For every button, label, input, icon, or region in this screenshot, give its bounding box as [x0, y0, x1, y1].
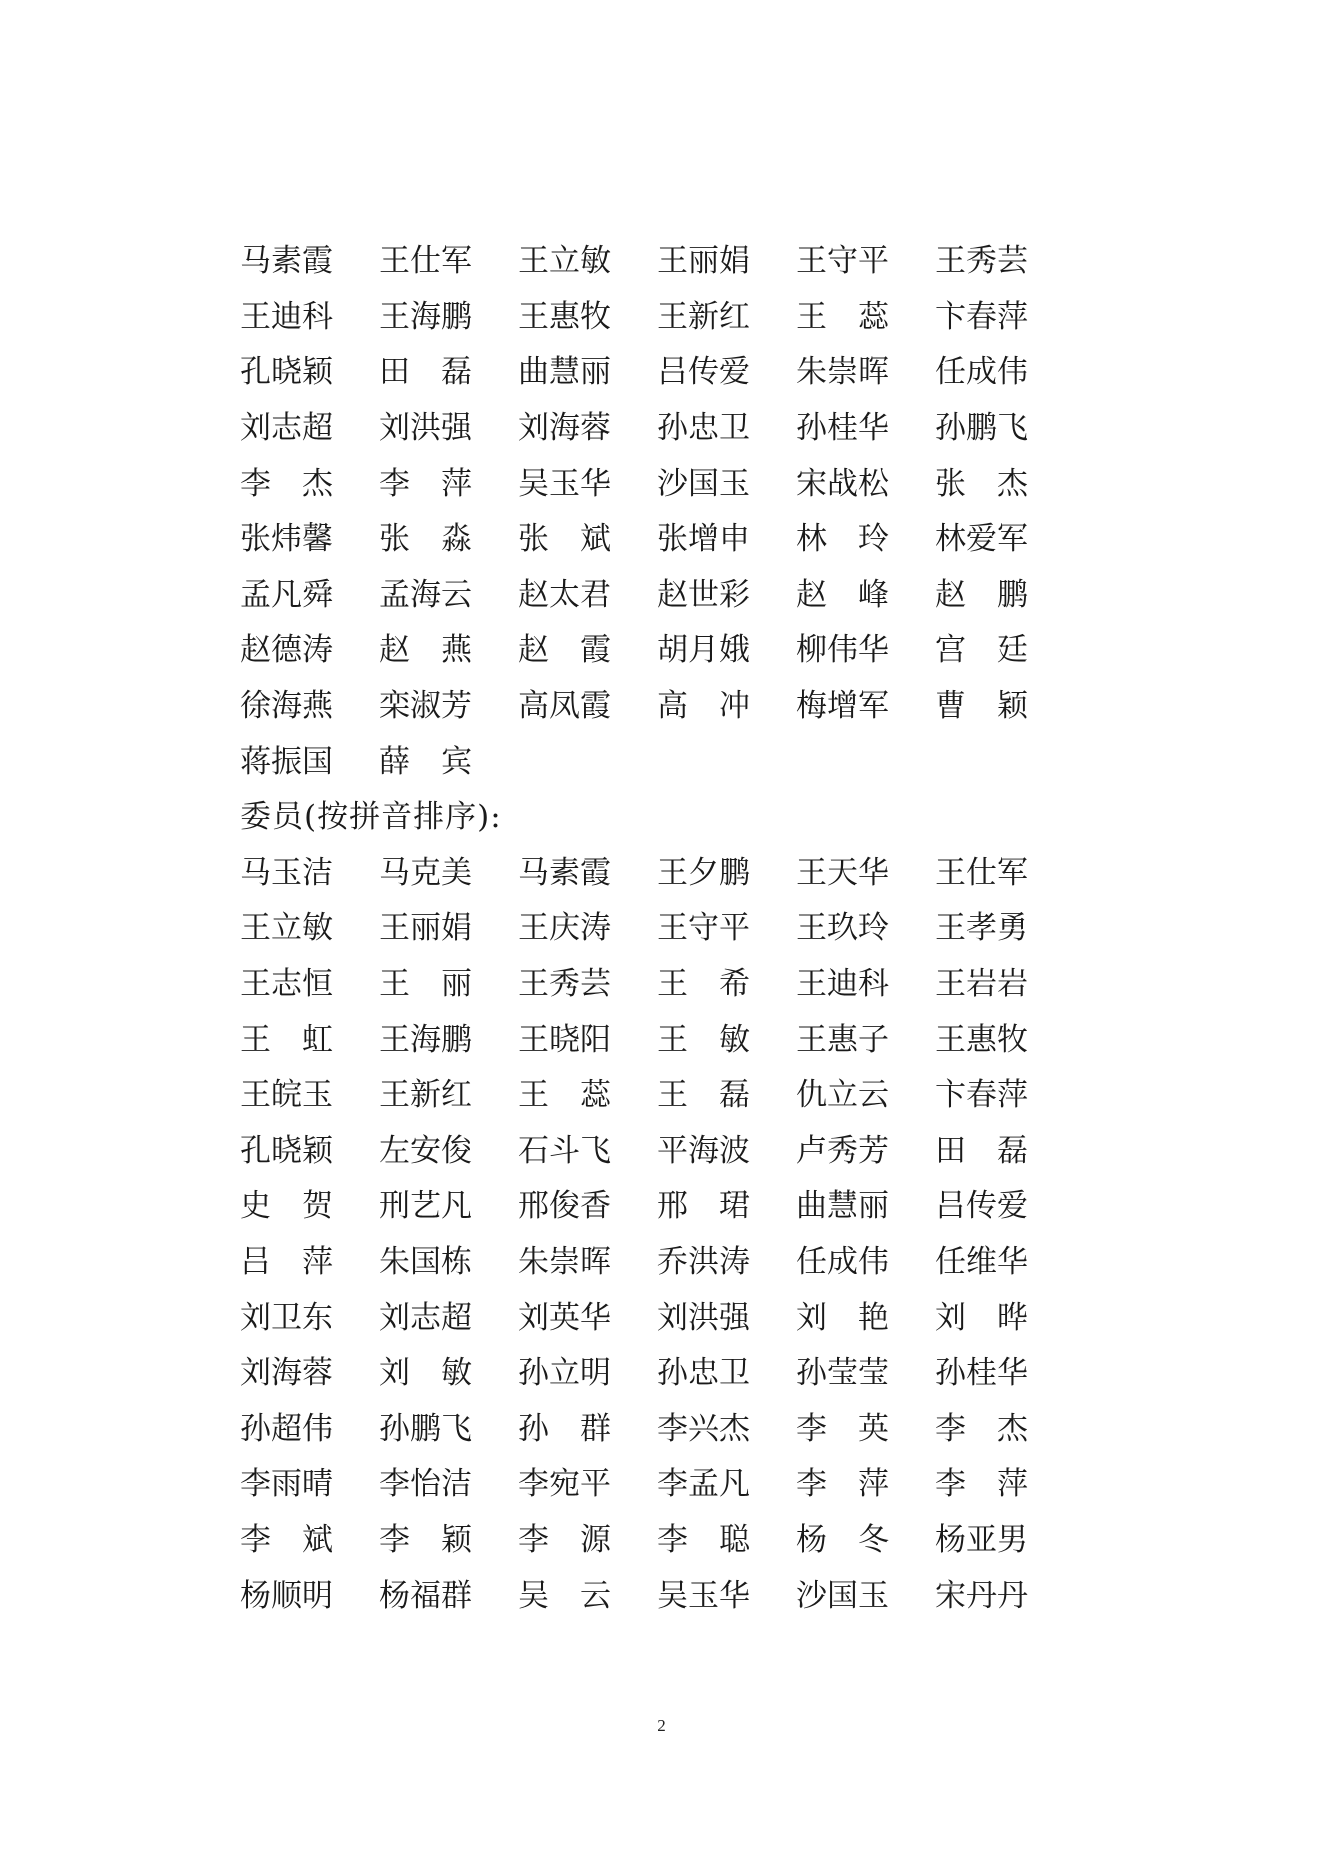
- person-name: 孙桂华: [796, 410, 889, 447]
- person-name: 刘英华: [518, 1299, 611, 1336]
- person-name: 刑艺凡: [379, 1188, 472, 1225]
- person-name: 王惠子: [796, 1021, 889, 1058]
- person-name: 杨 冬: [796, 1521, 889, 1558]
- person-name: 杨福群: [379, 1577, 472, 1614]
- person-name: 孙 群: [518, 1410, 611, 1447]
- person-name: 王 丽: [379, 966, 472, 1003]
- person-name: 高凤霞: [518, 688, 611, 725]
- person-name: 马素霞: [518, 854, 611, 891]
- person-name: 孙桂华: [935, 1355, 1028, 1392]
- person-name: 王玖玲: [796, 910, 889, 947]
- name-row: [240, 1397, 1080, 1453]
- person-name: 张 斌: [518, 521, 611, 558]
- person-name: 宋战松: [796, 465, 889, 502]
- person-name: 梅增军: [796, 688, 889, 725]
- name-row: [240, 1120, 1080, 1176]
- person-name: 王惠牧: [935, 1021, 1028, 1058]
- name-row: [240, 619, 1080, 675]
- person-name: 杨顺明: [240, 1577, 333, 1614]
- person-name: 吴玉华: [518, 465, 611, 502]
- person-name: 王仕军: [935, 854, 1028, 891]
- person-name: 平海波: [657, 1132, 750, 1169]
- name-row: [240, 508, 1080, 564]
- person-name: 任成伟: [796, 1243, 889, 1280]
- person-name: 王守平: [657, 910, 750, 947]
- person-name: 赵 鹏: [935, 576, 1028, 613]
- person-name: 李宛平: [518, 1466, 611, 1503]
- person-name: 吕传爱: [657, 354, 750, 391]
- person-name: 刘志超: [240, 410, 333, 447]
- person-name: 刘卫东: [240, 1299, 333, 1336]
- person-name: 李孟凡: [657, 1466, 750, 1503]
- person-name: 李兴杰: [657, 1410, 750, 1447]
- person-name: 王立敏: [518, 243, 611, 280]
- person-name: 乔洪涛: [657, 1243, 750, 1280]
- person-name: 李 杰: [240, 465, 333, 502]
- person-name: 李 杰: [935, 1410, 1028, 1447]
- person-name: 孙忠卫: [657, 410, 750, 447]
- person-name: 田 磊: [935, 1132, 1028, 1169]
- person-name: 赵太君: [518, 576, 611, 613]
- person-name: 孟海云: [379, 576, 472, 613]
- person-name: 马克美: [379, 854, 472, 891]
- person-name: 李怡洁: [379, 1466, 472, 1503]
- committee-heading: 委员(按拼音排序):: [240, 799, 502, 836]
- person-name: 李 萍: [935, 1466, 1028, 1503]
- person-name: 栾淑芳: [379, 688, 472, 725]
- person-name: 仇立云: [796, 1077, 889, 1114]
- person-name: 曲慧丽: [796, 1188, 889, 1225]
- person-name: 邢俊香: [518, 1188, 611, 1225]
- person-name: 王 磊: [657, 1077, 750, 1114]
- person-name: 李 源: [518, 1521, 611, 1558]
- name-row: [240, 1231, 1080, 1287]
- person-name: 任维华: [935, 1243, 1028, 1280]
- person-name: 李 聪: [657, 1521, 750, 1558]
- name-row: [240, 397, 1080, 453]
- person-name: 王天华: [796, 854, 889, 891]
- person-name: 王海鹏: [379, 298, 472, 335]
- name-row: [240, 1175, 1080, 1231]
- person-name: 李雨晴: [240, 1466, 333, 1503]
- person-name: 王孝勇: [935, 910, 1028, 947]
- person-name: 李 颖: [379, 1521, 472, 1558]
- person-name: 邢 珺: [657, 1188, 750, 1225]
- person-name: 王立敏: [240, 910, 333, 947]
- person-name: 孟凡舜: [240, 576, 333, 613]
- person-name: 王新红: [657, 298, 750, 335]
- person-name: 史 贺: [240, 1188, 333, 1225]
- person-name: 卞春萍: [935, 1077, 1028, 1114]
- name-row: [240, 1509, 1080, 1565]
- person-name: 王迪科: [796, 966, 889, 1003]
- person-name: 任成伟: [935, 354, 1028, 391]
- person-name: 刘海蓉: [240, 1355, 333, 1392]
- person-name: 张增申: [657, 521, 750, 558]
- person-name: 李 斌: [240, 1521, 333, 1558]
- name-row: [240, 1064, 1080, 1120]
- page-number: 2: [657, 1716, 666, 1735]
- person-name: 高 冲: [657, 688, 750, 725]
- person-name: 王惠牧: [518, 298, 611, 335]
- person-name: 朱国栋: [379, 1243, 472, 1280]
- person-name: 王迪科: [240, 298, 333, 335]
- person-name: 田 磊: [379, 354, 472, 391]
- person-name: 刘 晔: [935, 1299, 1028, 1336]
- person-name: 朱崇晖: [796, 354, 889, 391]
- person-name: 刘海蓉: [518, 410, 611, 447]
- person-name: 王 虹: [240, 1021, 333, 1058]
- name-row: [240, 286, 1080, 342]
- person-name: 徐海燕: [240, 688, 333, 725]
- person-name: 杨亚男: [935, 1521, 1028, 1558]
- name-row: [240, 730, 1080, 786]
- person-name: 吕传爱: [935, 1188, 1028, 1225]
- section-names-1: [240, 230, 1080, 786]
- name-row: [240, 897, 1080, 953]
- person-name: 朱崇晖: [518, 1243, 611, 1280]
- person-name: 李 萍: [796, 1466, 889, 1503]
- person-name: 王岩岩: [935, 966, 1028, 1003]
- person-name: 刘洪强: [657, 1299, 750, 1336]
- name-row: [240, 1342, 1080, 1398]
- person-name: 张炜馨: [240, 521, 333, 558]
- person-name: 曲慧丽: [518, 354, 611, 391]
- person-name: 张 淼: [379, 521, 472, 558]
- person-name: 宋丹丹: [935, 1577, 1028, 1614]
- person-name: 王 蕊: [796, 298, 889, 335]
- person-name: 胡月娥: [657, 632, 750, 669]
- person-name: 石斗飞: [518, 1132, 611, 1169]
- person-name: 孙超伟: [240, 1410, 333, 1447]
- person-name: 林爱军: [935, 521, 1028, 558]
- person-name: 李 英: [796, 1410, 889, 1447]
- name-row: [240, 1008, 1080, 1064]
- person-name: 王海鹏: [379, 1021, 472, 1058]
- person-name: 王守平: [796, 243, 889, 280]
- person-name: 赵德涛: [240, 632, 333, 669]
- person-name: 孙鹏飞: [379, 1410, 472, 1447]
- person-name: 王新红: [379, 1077, 472, 1114]
- person-name: 孙忠卫: [657, 1355, 750, 1392]
- person-name: 王庆涛: [518, 910, 611, 947]
- person-name: 马玉洁: [240, 854, 333, 891]
- person-name: 王晓阳: [518, 1021, 611, 1058]
- name-row: [240, 1453, 1080, 1509]
- person-name: 吴玉华: [657, 1577, 750, 1614]
- person-name: 赵世彩: [657, 576, 750, 613]
- person-name: 王志恒: [240, 966, 333, 1003]
- person-name: 刘 艳: [796, 1299, 889, 1336]
- section-names-2: [240, 842, 1080, 1620]
- person-name: 柳伟华: [796, 632, 889, 669]
- name-list: [240, 230, 1080, 1620]
- person-name: 李 萍: [379, 465, 472, 502]
- person-name: 王皖玉: [240, 1077, 333, 1114]
- person-name: 孔晓颖: [240, 1132, 333, 1169]
- person-name: 孔晓颖: [240, 354, 333, 391]
- name-row: [240, 1564, 1080, 1620]
- person-name: 沙国玉: [796, 1577, 889, 1614]
- person-name: 宫 廷: [935, 632, 1028, 669]
- person-name: 王丽娟: [657, 243, 750, 280]
- person-name: 马素霞: [240, 243, 333, 280]
- person-name: 刘 敏: [379, 1355, 472, 1392]
- person-name: 王仕军: [379, 243, 472, 280]
- person-name: 孙鹏飞: [935, 410, 1028, 447]
- name-row: [240, 1286, 1080, 1342]
- person-name: 薛 宾: [379, 743, 472, 780]
- person-name: 王丽娟: [379, 910, 472, 947]
- person-name: 林 玲: [796, 521, 889, 558]
- name-row: [240, 842, 1080, 898]
- person-name: 刘洪强: [379, 410, 472, 447]
- person-name: 王秀芸: [935, 243, 1028, 280]
- person-name: 吕 萍: [240, 1243, 333, 1280]
- person-name: 左安俊: [379, 1132, 472, 1169]
- name-row: [240, 230, 1080, 286]
- person-name: 卞春萍: [935, 298, 1028, 335]
- person-name: 王秀芸: [518, 966, 611, 1003]
- person-name: 吴 云: [518, 1577, 611, 1614]
- person-name: 赵 燕: [379, 632, 472, 669]
- name-row: [240, 452, 1080, 508]
- person-name: 张 杰: [935, 465, 1028, 502]
- person-name: 刘志超: [379, 1299, 472, 1336]
- person-name: 赵 霞: [518, 632, 611, 669]
- name-row: [240, 341, 1080, 397]
- person-name: 王夕鹏: [657, 854, 750, 891]
- person-name: 蒋振国: [240, 743, 333, 780]
- person-name: 王 蕊: [518, 1077, 611, 1114]
- person-name: 王 敏: [657, 1021, 750, 1058]
- name-row: [240, 564, 1080, 620]
- person-name: 沙国玉: [657, 465, 750, 502]
- person-name: 赵 峰: [796, 576, 889, 613]
- person-name: 曹 颖: [935, 688, 1028, 725]
- name-row: [240, 675, 1080, 731]
- person-name: 王 希: [657, 966, 750, 1003]
- name-row: [240, 953, 1080, 1009]
- person-name: 孙莹莹: [796, 1355, 889, 1392]
- person-name: 卢秀芳: [796, 1132, 889, 1169]
- person-name: 孙立明: [518, 1355, 611, 1392]
